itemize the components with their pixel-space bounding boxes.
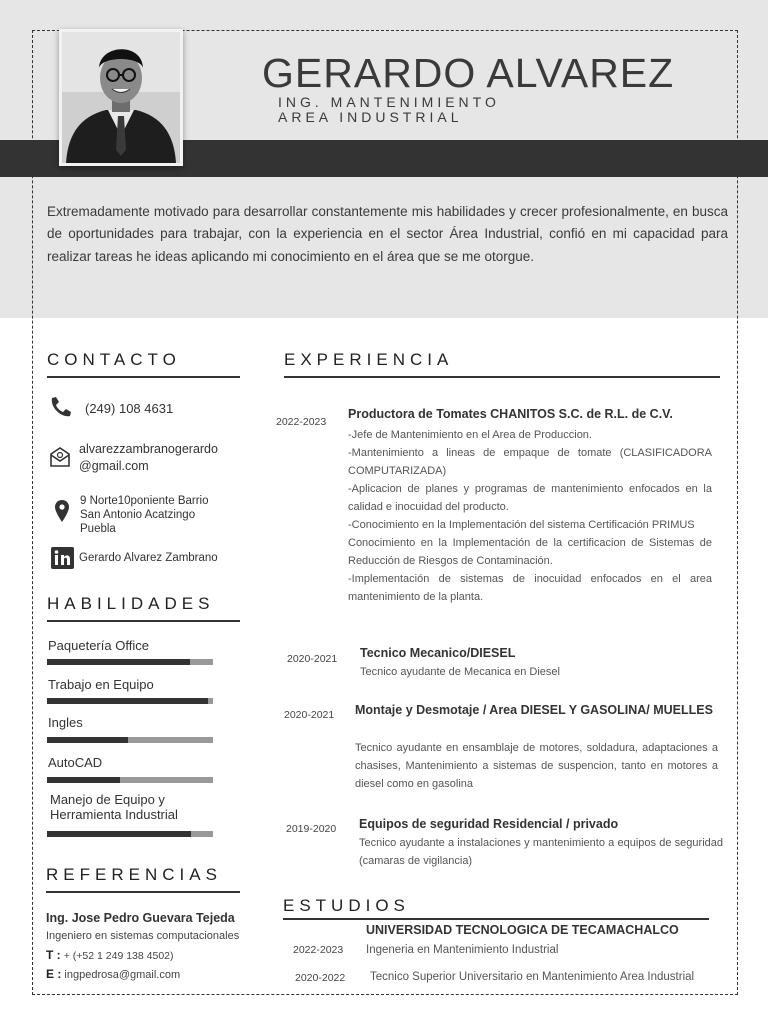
skill-label-line-1: Manejo de Equipo y bbox=[50, 792, 165, 807]
education-years: 2022-2023 bbox=[293, 944, 344, 956]
job-title: Equipos de seguridad Residencial / privado bbox=[359, 817, 619, 831]
candidate-name: GERARDO ALVAREZ bbox=[262, 50, 675, 96]
title-line-1: ING. MANTENIMIENTO bbox=[278, 94, 500, 110]
skill-label bbox=[50, 792, 178, 822]
email-line-1: alvarezzambranogerardo bbox=[79, 442, 218, 456]
experience-heading: EXPERIENCIA bbox=[284, 350, 454, 369]
job-years: 2020-2021 bbox=[287, 653, 338, 665]
job-desc-line: -Implementación de sistemas de inocuidad enfocados en el area mantenimiento de la planta. bbox=[348, 573, 712, 603]
education-heading: ESTUDIOS bbox=[283, 896, 410, 915]
job-desc-line: Conocimiento en la Implementación de la certificacion de Sistemas de Reducción de Riesgos de Contaminación. bbox=[348, 537, 712, 567]
job-title: Montaje y Desmotaje / Area DIESEL Y GASOLINA/ MUELLES bbox=[355, 703, 713, 717]
title-line-2: AREA INDUSTRIAL bbox=[278, 109, 463, 125]
reference-phone-label: T : bbox=[46, 948, 61, 962]
skill-bar bbox=[47, 659, 213, 665]
reference-email-row bbox=[46, 967, 180, 981]
skill-bar-fill bbox=[47, 737, 128, 743]
job-years: 2019-2020 bbox=[286, 823, 337, 835]
email-line-2: @gmail.com bbox=[79, 459, 149, 473]
phone-icon bbox=[48, 396, 72, 423]
skills-heading: HABILIDADES bbox=[47, 594, 215, 613]
reference-email[interactable]: ingpedrosa@gmail.com bbox=[64, 969, 181, 981]
address-line-1: 9 Norte10poniente Barrio bbox=[80, 495, 209, 507]
job-desc-line: Tecnico ayudante a instalaciones y mantenimiento a equipos de seguridad (camaras de vigilancia) bbox=[359, 837, 723, 867]
skill-label: Paquetería Office bbox=[48, 638, 149, 653]
skill-bar-fill bbox=[47, 831, 191, 837]
job-desc-line: -Conocimiento en la Implementación del sistema Certificación PRIMUS bbox=[348, 519, 695, 531]
experience-divider bbox=[284, 376, 720, 378]
skill-bar-fill bbox=[47, 777, 120, 783]
contact-divider bbox=[47, 376, 240, 378]
job-years: 2022-2023 bbox=[276, 416, 327, 428]
education-years: 2020-2022 bbox=[295, 972, 346, 984]
skill-bar bbox=[47, 777, 213, 783]
skill-label: Ingles bbox=[48, 715, 83, 730]
job-desc-line: -Aplicacion de planes y programas de mantenimiento enfocados en la calidad e inocuidad del producto. bbox=[348, 483, 712, 513]
job-years: 2020-2021 bbox=[284, 709, 335, 721]
reference-phone-row bbox=[46, 948, 174, 962]
contact-linkedin[interactable]: Gerardo Alvarez Zambrano bbox=[79, 552, 218, 564]
address-line-2: San Antonio Acatzingo bbox=[80, 509, 196, 521]
job-description bbox=[360, 663, 715, 681]
references-heading: REFERENCIAS bbox=[46, 865, 222, 884]
job-desc-line: Tecnico ayudante de Mecanica en Diesel bbox=[360, 666, 560, 678]
job-description bbox=[359, 834, 723, 870]
skill-label: Trabajo en Equipo bbox=[48, 677, 154, 692]
contact-heading: CONTACTO bbox=[47, 350, 181, 369]
reference-name: Ing. Jose Pedro Guevara Tejeda bbox=[46, 911, 235, 925]
skill-bar bbox=[47, 831, 213, 837]
education-divider bbox=[283, 918, 709, 920]
skill-bar-fill bbox=[47, 698, 208, 704]
skills-divider bbox=[47, 620, 240, 622]
job-desc-line: Tecnico ayudante en ensamblaje de motores, soldadura, adaptaciones a chasises, Mantenimiento a sistemas de suspencion, tanto en motores a diesel como en gasolina bbox=[355, 742, 718, 790]
job-title: Tecnico Mecanico/DIESEL bbox=[360, 646, 516, 660]
skill-label-line-2: Herramienta Industrial bbox=[50, 807, 178, 822]
contact-address bbox=[80, 494, 209, 536]
address-line-3: Puebla bbox=[80, 523, 116, 535]
skill-label: AutoCAD bbox=[48, 755, 103, 770]
education-degree: Tecnico Superior Universitario en Mantenimiento Area Industrial bbox=[370, 971, 695, 983]
reference-phone[interactable]: + (+52 1 249 138 4502) bbox=[63, 950, 174, 962]
references-divider bbox=[46, 891, 240, 893]
linkedin-icon bbox=[51, 547, 74, 574]
skill-bar bbox=[47, 698, 213, 704]
contact-email[interactable] bbox=[79, 441, 218, 475]
job-title-header bbox=[278, 95, 500, 125]
job-desc-line: -Jefe de Mantenimiento en el Area de Produccion. bbox=[348, 429, 592, 441]
email-icon bbox=[49, 446, 71, 473]
job-desc-line: -Mantenimiento a lineas de empaque de tomate (CLASIFICADORA COMPUTARIZADA) bbox=[348, 447, 712, 477]
job-description bbox=[355, 739, 718, 793]
reference-email-label: E : bbox=[46, 967, 62, 981]
education-degree: Ingeneria en Mantenimiento Industrial bbox=[366, 944, 559, 956]
job-title: Productora de Tomates CHANITOS S.C. de R.L. de C.V. bbox=[348, 407, 673, 421]
profile-photo bbox=[59, 29, 183, 166]
skill-bar bbox=[47, 737, 213, 743]
job-description bbox=[348, 426, 712, 606]
education-school: UNIVERSIDAD TECNOLOGICA DE TECAMACHALCO bbox=[366, 923, 679, 937]
contact-phone[interactable]: (249) 108 4631 bbox=[85, 401, 174, 416]
profile-summary: Extremadamente motivado para desarrollar constantemente mis habilidades y crecer profesionalmente, en busca de oportunidades para trabajar, con la experiencia en el sector Área Industrial, confió en mi capacidad para realizar tareas he ideas aplicando mi conocimiento en el área que se me otorgue. bbox=[47, 204, 728, 264]
reference-role: Ingeniero en sistemas computacionales bbox=[46, 930, 240, 942]
location-pin-icon bbox=[55, 500, 69, 527]
skill-bar-fill bbox=[47, 659, 190, 665]
